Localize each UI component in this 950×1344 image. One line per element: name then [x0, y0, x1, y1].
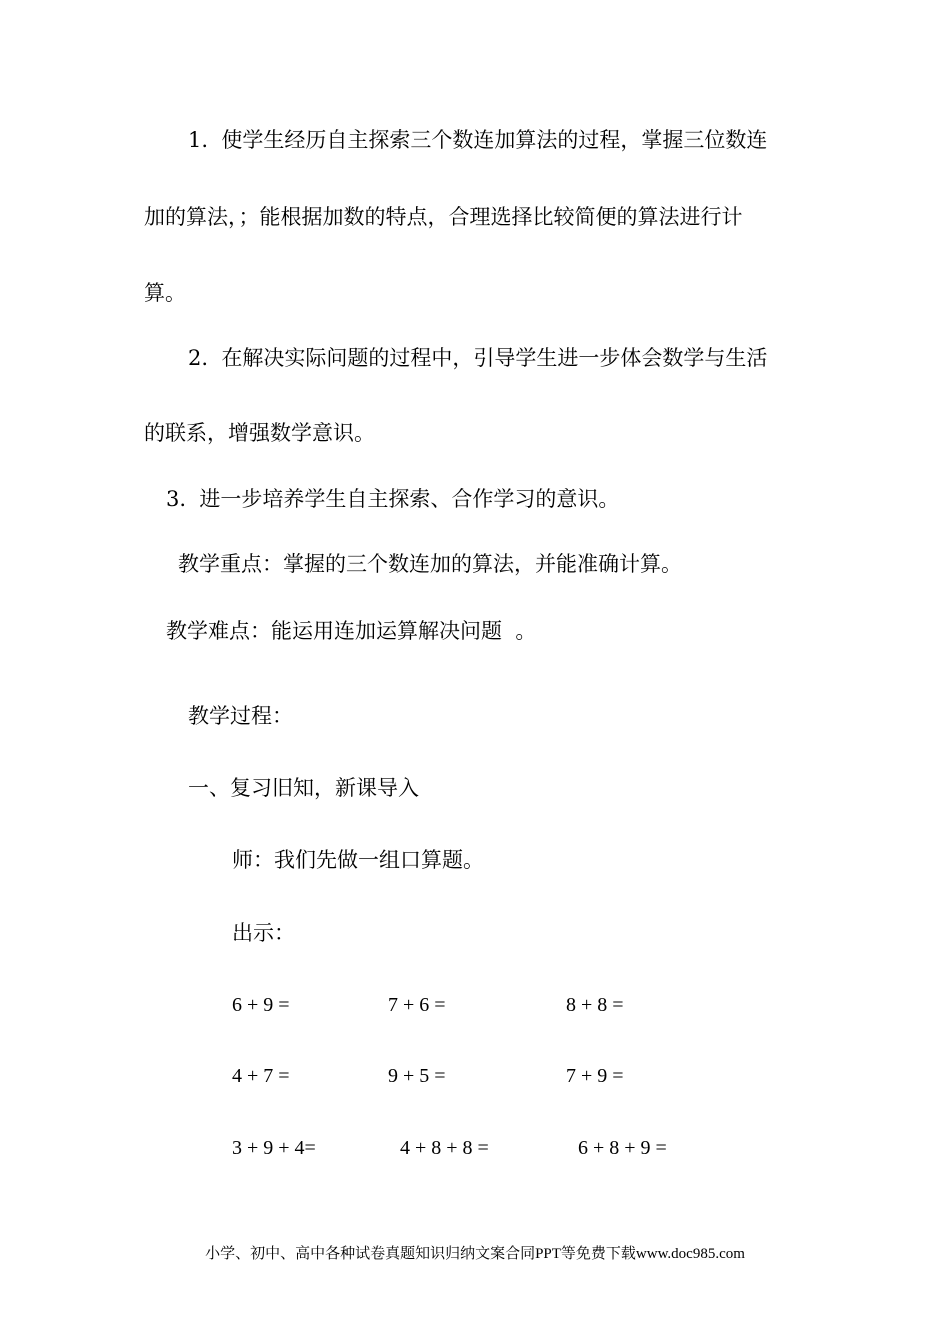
exercise-r2-c3: 7 + 9 = [566, 1065, 624, 1087]
page-footer: 小学、初中、高中各种试卷真题知识归纳文案合同PPT等免费下载www.doc985.com [205, 1246, 745, 1262]
key-point: 教学重点：掌握的三个数连加的算法，并能准确计算。 [178, 552, 682, 576]
section-1-heading: 一、复习旧知，新课导入 [188, 776, 419, 800]
objective-1-line-3: 算。 [144, 281, 186, 305]
objective-1-line-1: 1. 使学生经历自主探索三个数连加算法的过程，掌握三位数连 [188, 128, 768, 152]
objective-2-line-2: 的联系，增强数学意识。 [144, 421, 375, 445]
objective-2-line-1: 2. 在解决实际问题的过程中，引导学生进一步体会数学与生活 [188, 346, 768, 370]
objective-1-line-2: 加的算法，；能根据加数的特点，合理选择比较简便的算法进行计 [144, 205, 743, 229]
exercise-r3-c3: 6 + 8 + 9 = [578, 1137, 667, 1159]
show-label: 出示： [232, 921, 295, 945]
exercise-r2-c2: 9 + 5 = [388, 1065, 446, 1087]
exercise-r1-c3: 8 + 8 = [566, 994, 624, 1016]
exercise-r1-c2: 7 + 6 = [388, 994, 446, 1016]
exercise-r3-c2: 4 + 8 + 8 = [400, 1137, 489, 1159]
teacher-line: 师：我们先做一组口算题。 [232, 848, 484, 872]
exercise-r1-c1: 6 + 9 = [232, 994, 290, 1016]
objective-3: 3. 进一步培养学生自主探索、合作学习的意识。 [166, 487, 620, 511]
difficulty: 教学难点：能运用连加运算解决问题 。 [166, 619, 537, 643]
exercise-r3-c1: 3 + 9 + 4= [232, 1137, 316, 1159]
process-heading: 教学过程： [188, 704, 293, 728]
exercise-r2-c1: 4 + 7 = [232, 1065, 290, 1087]
